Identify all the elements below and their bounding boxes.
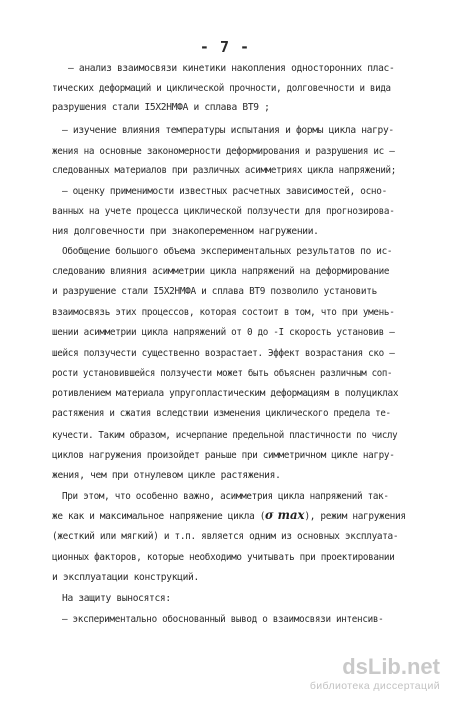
text-line: разрушения стали I5Х2НМФА и сплава ВТ9 ; (52, 102, 270, 113)
text-line: тических деформаций и циклической прочности, долговечности и вида (52, 83, 391, 94)
watermark-tagline: библиотека диссертаций (309, 680, 440, 692)
page-number: - 7 - (199, 38, 251, 56)
text-line: ванных на учете процесса циклической ползучести для прогнозирова- (52, 206, 395, 217)
text-line: жения на основные закономерности деформирования и разрушения ис – (52, 146, 395, 157)
text-line: следованных материалов при различных асимметриях цикла напряжений; (52, 165, 396, 176)
text-line: – изучение влияния температуры испытания и формы цикла нагру- (62, 125, 394, 136)
text-line: – оценку применимости известных расчетных зависимостей, осно- (62, 186, 387, 197)
text-line: растяжения и сжатия вследствии изменения циклического предела те- (52, 408, 391, 419)
watermark-logo (310, 656, 440, 678)
text-line: (жесткий или мягкий) и т.п. является одним из основных эксплуата- (52, 531, 399, 542)
watermark (310, 656, 440, 692)
text-line: – анализ взаимосвязи кинетики накопления односторонних плас- (68, 63, 395, 74)
text-line: При этом, что особенно важно, асимметрия цикла напряжений так- (62, 491, 389, 502)
text-line: жения, чем при отнулевом цикле растяжения. (52, 470, 281, 481)
text-line: ционных факторов, которые необходимо учитывать при проектировании (52, 552, 395, 563)
text-segment: же как и максимальное напряжение цикла ( (52, 511, 266, 522)
text-line: циклов нагружения произойдет раньше при симметричном цикле нагру- (52, 450, 395, 461)
text-line: шейся ползучести существенно возрастает. Эффект возрастания ско – (52, 348, 395, 359)
text-line: шении асимметрии цикла напряжений от 0 до -I скорость установив – (52, 327, 395, 338)
text-line: следованию влияния асимметрии цикла напряжений на деформирование (52, 266, 390, 277)
text-line: На защиту выносятся: (62, 593, 171, 604)
watermark-logo-main: dsLib (342, 654, 401, 679)
text-line: рости установившейся ползучести может быть объяснен различным соп- (52, 368, 393, 379)
text-line (52, 508, 406, 523)
text-segment: ), режим нагружения (304, 511, 406, 522)
text-line: – экспериментально обоснованный вывод о взаимосвязи интенсив- (62, 614, 384, 625)
text-line: ния долговечности при знакопеременном нагружении. (52, 226, 319, 237)
text-line: кучести. Таким образом, исчерпание предельной пластичности по числу (52, 430, 398, 441)
text-line: Обобщение большого объема экспериментальных результатов по ис- (62, 246, 393, 257)
handwritten-formula: σ max (265, 507, 305, 522)
watermark-logo-suffix: .net (400, 654, 440, 679)
text-line: и эксплуатации конструкций. (52, 572, 199, 583)
text-line: взаимосвязь этих процессов, которая состоит в том, что при умень- (52, 307, 395, 318)
text-line: ротивлением материала упругопластическим деформациям в полуциклах (52, 388, 399, 399)
text-line: и разрушение стали I5Х2НМФА и сплава ВТ9 позволило установить (52, 286, 377, 297)
